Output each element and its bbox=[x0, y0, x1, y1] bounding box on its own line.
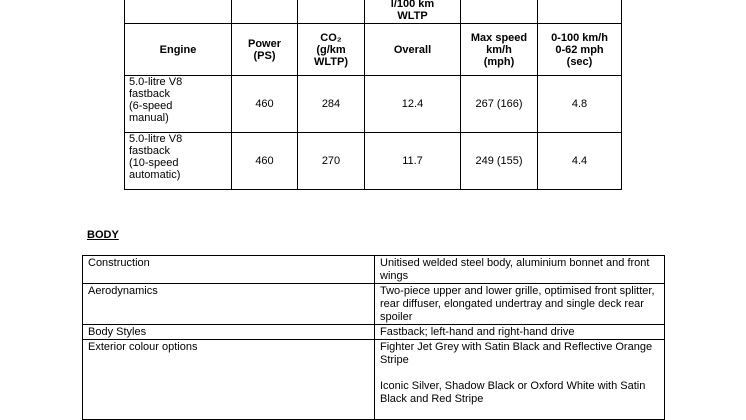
table-row bbox=[125, 76, 622, 133]
accel-cell: 4.4 bbox=[538, 133, 622, 190]
co2-cell: 284 bbox=[298, 76, 365, 133]
colour-option: Iconic Silver, Shadow Black or Oxford White with Satin Black and Red Stripe bbox=[380, 380, 646, 405]
col-engine-header: Engine bbox=[125, 24, 232, 76]
col-co2-header bbox=[298, 24, 365, 76]
engine-line: fastback bbox=[129, 88, 170, 100]
col-speed-l3: (mph) bbox=[483, 55, 515, 68]
top-cell-accel bbox=[538, 0, 622, 24]
col-speed-l1: Max speed bbox=[470, 31, 528, 44]
table-row bbox=[83, 340, 665, 420]
power-cell: 460 bbox=[232, 133, 298, 190]
spec-label: Exterior colour options bbox=[83, 340, 375, 420]
performance-header-row-main bbox=[125, 24, 622, 76]
col-accel-l1: 0-100 km/h bbox=[551, 31, 608, 44]
col-co2-l2: (g/km bbox=[316, 43, 346, 56]
engine-line: automatic) bbox=[129, 169, 181, 181]
engine-cell bbox=[125, 133, 232, 190]
col-overall-header: Overall bbox=[365, 24, 461, 76]
colour-option: Fighter Jet Grey with Satin Black and Reflective Orange Stripe bbox=[380, 341, 653, 366]
overall-cell: 12.4 bbox=[365, 76, 461, 133]
engine-line: (10-speed bbox=[129, 157, 179, 169]
body-spec-table bbox=[82, 255, 665, 420]
max-speed-cell: 249 (155) bbox=[461, 133, 538, 190]
power-cell: 460 bbox=[232, 76, 298, 133]
engine-line: 5.0-litre V8 bbox=[129, 76, 183, 88]
max-speed-cell: 267 (166) bbox=[461, 76, 538, 133]
table-row bbox=[83, 284, 665, 325]
top-cell-engine bbox=[125, 0, 232, 24]
engine-cell bbox=[125, 76, 232, 133]
col-co2-l1: CO₂ bbox=[320, 31, 342, 44]
body-section-heading: BODY bbox=[87, 229, 119, 241]
top-cell-power bbox=[232, 0, 298, 24]
spec-value: Unitised welded steel body, aluminium bonnet and front wings bbox=[375, 256, 665, 284]
engine-line: fastback bbox=[129, 145, 170, 157]
performance-top-row bbox=[125, 0, 622, 24]
top-cell-fuel bbox=[365, 0, 461, 24]
top-cell-co2 bbox=[298, 0, 365, 24]
co2-cell: 270 bbox=[298, 133, 365, 190]
col-accel-header bbox=[538, 24, 622, 76]
engine-line: 5.0-litre V8 bbox=[129, 133, 183, 145]
spec-value: Two-piece upper and lower grille, optimised front splitter, rear diffuser, elongated undertray and single deck rear spoiler bbox=[375, 284, 665, 325]
col-power-header bbox=[232, 24, 298, 76]
spec-label: Construction bbox=[83, 256, 375, 284]
accel-cell: 4.8 bbox=[538, 76, 622, 133]
col-accel-l3: (sec) bbox=[566, 55, 593, 68]
col-speed-header bbox=[461, 24, 538, 76]
col-speed-l2: km/h bbox=[486, 43, 512, 56]
fuel-unit-line2: WLTP bbox=[397, 10, 428, 22]
overall-cell: 11.7 bbox=[365, 133, 461, 190]
table-row bbox=[83, 325, 665, 340]
top-cell-speed bbox=[461, 0, 538, 24]
fuel-unit-line1: l/100 km bbox=[390, 0, 435, 10]
spec-value: Fastback; left-hand and right-hand drive bbox=[375, 325, 665, 340]
spec-label: Body Styles bbox=[83, 325, 375, 340]
performance-table-main bbox=[124, 0, 622, 190]
table-row bbox=[125, 133, 622, 190]
spec-label: Aerodynamics bbox=[83, 284, 375, 325]
engine-line: manual) bbox=[129, 112, 169, 124]
col-co2-l3: WLTP) bbox=[313, 55, 348, 68]
engine-line: (6-speed bbox=[129, 100, 173, 112]
table-row bbox=[83, 256, 665, 284]
spec-value bbox=[375, 340, 665, 420]
col-accel-l2: 0-62 mph bbox=[555, 43, 604, 56]
col-power-text: Power (PS) bbox=[247, 37, 281, 62]
